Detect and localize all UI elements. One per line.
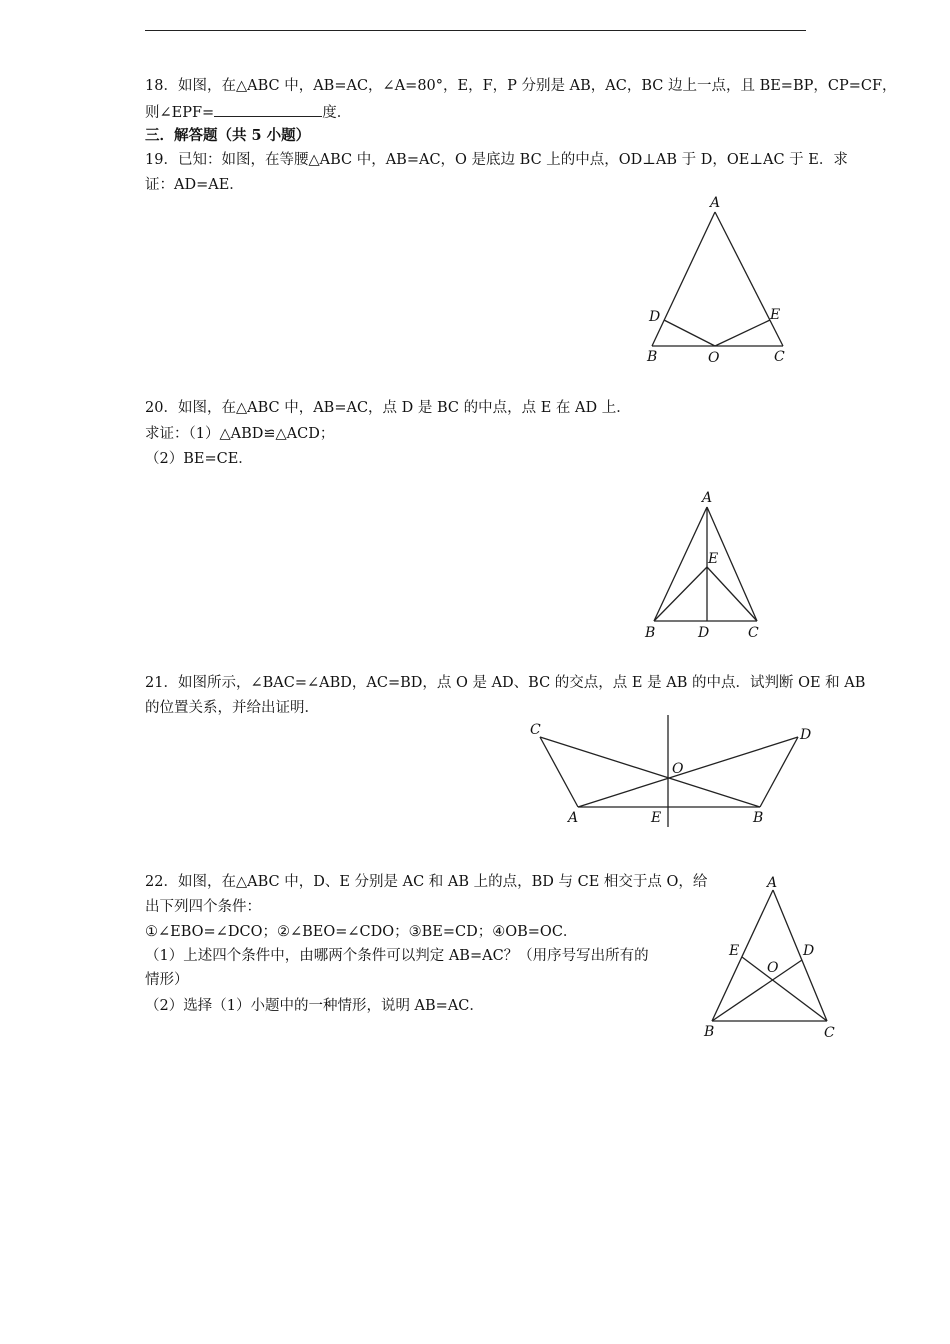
q22-text-line1: 22．如图，在△ABC 中，D、E 分别是 AC 和 AB 上的点，BD 与 CE 相交于点 O，给: [145, 874, 708, 890]
q18-text-line2: [145, 102, 351, 123]
q19-label-d: D: [649, 309, 661, 325]
q19-segment-od: [664, 320, 715, 346]
q22-label-o: O: [767, 960, 779, 976]
q21-label-a: A: [568, 810, 579, 826]
q20-figure: [640, 485, 770, 645]
q21-text-line1: 21．如图所示，∠BAC=∠ABD，AC=BD，点 O 是 AD、BC 的交点，点 E 是 AB 的中点．试判断 OE 和 AB: [145, 675, 866, 691]
q20-label-e: E: [708, 551, 719, 567]
q21-figure: [520, 715, 830, 835]
q19-label-e: E: [770, 307, 781, 323]
q19-segment-oe: [715, 320, 770, 346]
q18-answer-blank: [214, 102, 322, 117]
q22-text-line4: （1）上述四个条件中，由哪两个条件可以判定 AB=AC？（用序号写出所有的: [145, 948, 649, 964]
q20-segment-ce: [707, 567, 757, 621]
q19-label-o: O: [708, 350, 720, 366]
q20-label-c: C: [748, 625, 759, 641]
q18-suffix: 度．: [322, 105, 352, 121]
q22-label-e: E: [729, 943, 740, 959]
q20-text-line1: 20．如图，在△ABC 中，AB=AC，点 D 是 BC 的中点，点 E 在 AD 上．: [145, 400, 631, 416]
q22-label-a: A: [767, 875, 778, 891]
q19-text-line1: 19．已知：如图，在等腰△ABC 中，AB=AC，O 是底边 BC 上的中点，OD⊥AB 于 D，OE⊥AC 于 E．求: [145, 152, 848, 168]
q20-label-d: D: [698, 625, 710, 641]
q22-text-line6: （2）选择（1）小题中的一种情形，说明 AB=AC．: [145, 998, 484, 1014]
header-rule: [145, 30, 806, 31]
q20-text-line3: （2）BE=CE．: [145, 451, 253, 467]
q20-side-ab: [654, 507, 707, 621]
q22-text-line3: ①∠EBO=∠DCO；②∠BEO=∠CDO；③BE=CD；④OB=OC．: [145, 924, 578, 940]
q20-label-b: B: [645, 625, 656, 641]
q22-side-ab: [712, 890, 773, 1021]
q19-side-ac: [715, 212, 783, 346]
q20-text-line2: 求证：（1）△ABD≌△ACD；: [145, 426, 335, 442]
section-title: 三．解答题（共 5 小题）: [145, 127, 311, 144]
q19-side-ab: [652, 212, 715, 346]
q21-label-e: E: [651, 810, 662, 826]
q19-figure: [640, 190, 800, 370]
q19-text-line2: 证：AD=AE．: [145, 177, 244, 193]
q21-label-b: B: [753, 810, 764, 826]
q22-figure: [695, 870, 845, 1045]
q19-label-a: A: [710, 195, 721, 211]
q22-label-c: C: [824, 1025, 835, 1041]
q19-label-b: B: [647, 349, 658, 365]
q21-label-d: D: [800, 727, 812, 743]
q19-label-c: C: [774, 349, 785, 365]
q22-text-line2: 出下列四个条件：: [145, 899, 261, 915]
q22-text-line5: 情形）: [145, 972, 189, 988]
q20-label-a: A: [702, 490, 713, 506]
q18-prefix: 则∠EPF=: [145, 105, 215, 121]
q21-label-c: C: [530, 722, 541, 738]
q20-segment-be: [654, 567, 707, 621]
q22-label-d: D: [803, 943, 815, 959]
q18-text-line1: 18．如图，在△ABC 中，AB=AC，∠A=80°，E，F，P 分别是 AB，AC，BC 边上一点，且 BE=BP，CP=CF，: [145, 78, 897, 94]
q21-text-line2: 的位置关系，并给出证明．: [145, 700, 319, 716]
q21-label-o: O: [672, 761, 684, 777]
q22-label-b: B: [704, 1024, 715, 1040]
